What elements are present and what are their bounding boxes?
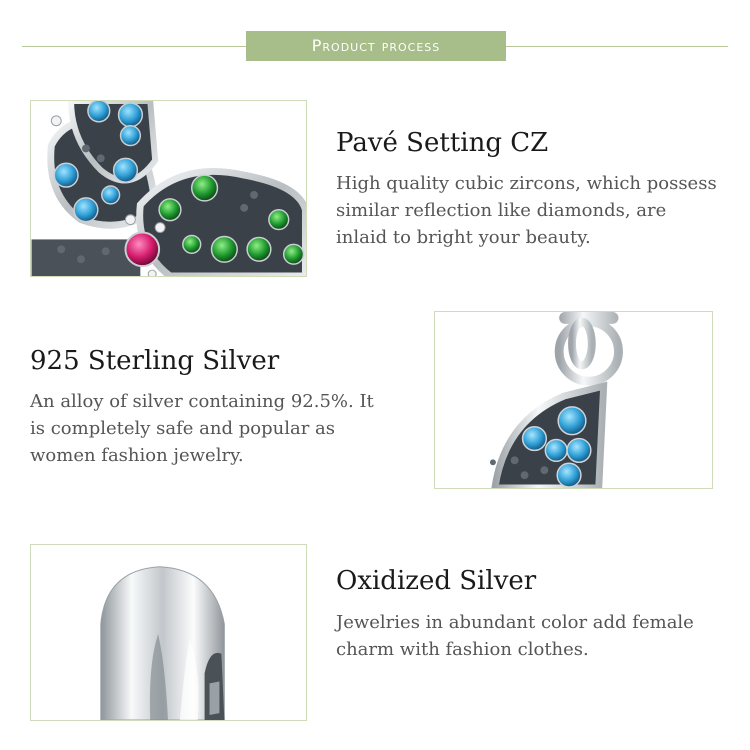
desc-line: An alloy of silver containing 92.5%. It	[30, 391, 374, 412]
section-header	[246, 31, 506, 61]
section-title-oxidized: Oxidized Silver	[336, 566, 537, 596]
flower-charm-closeup	[31, 101, 306, 276]
section-header-label: Product process	[311, 36, 441, 55]
desc-line: women fashion jewelry.	[30, 445, 244, 466]
desc-line: Jewelries in abundant color add female	[336, 612, 694, 633]
desc-line: is completely safe and popular as	[30, 418, 335, 439]
oxidized-silver-image	[30, 544, 307, 721]
dangle-charm-closeup	[435, 312, 712, 488]
sterling-silver-image	[434, 311, 713, 489]
section-title-sterling: 925 Sterling Silver	[30, 346, 280, 376]
section-desc-sterling	[30, 388, 410, 469]
section-desc-oxidized	[336, 609, 726, 663]
header-divider-left	[22, 46, 246, 47]
desc-line: charm with fashion clothes.	[336, 639, 589, 660]
ring-charm-closeup	[31, 545, 306, 720]
section-desc-pave	[336, 170, 726, 251]
section-title-pave: Pavé Setting CZ	[336, 128, 549, 158]
desc-line: inlaid to bright your beauty.	[336, 227, 591, 248]
header-divider-right	[506, 46, 728, 47]
desc-line: High quality cubic zircons, which possess	[336, 173, 717, 194]
desc-line: similar reflection like diamonds, are	[336, 200, 667, 221]
pave-setting-image	[30, 100, 307, 277]
